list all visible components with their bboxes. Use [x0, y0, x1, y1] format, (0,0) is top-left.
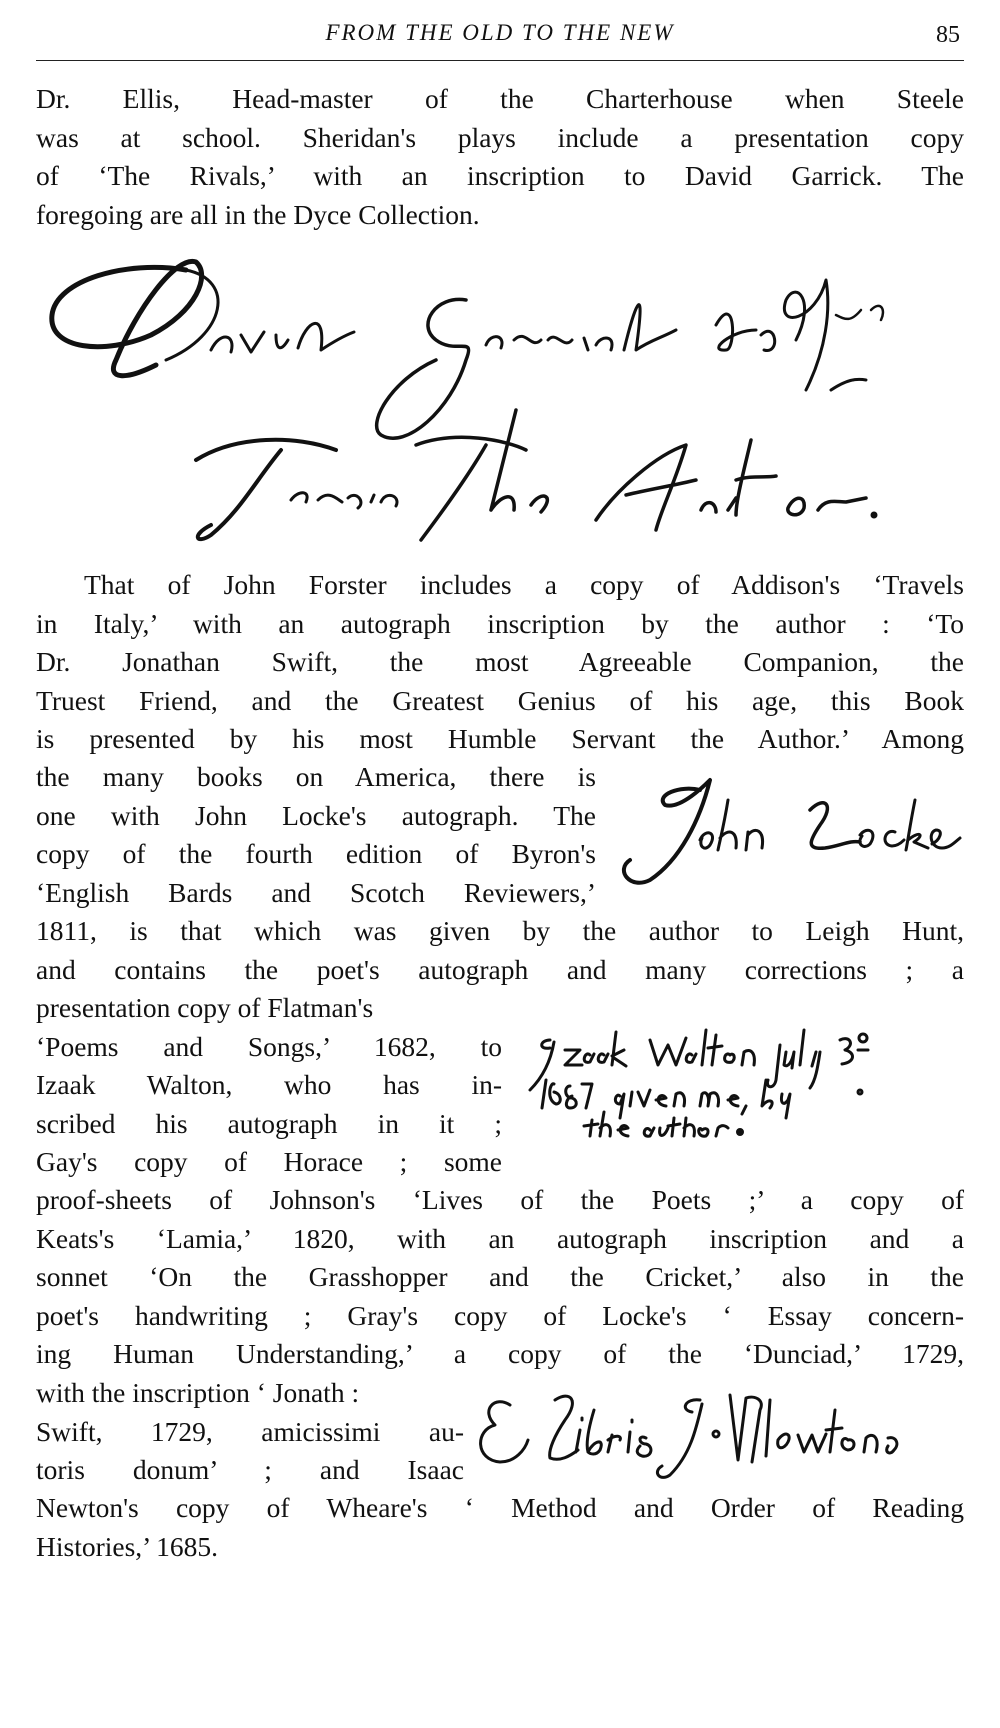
text-line: sonnet ‘On the Grasshopper and the Cricket,’ also in the — [36, 1261, 964, 1292]
paragraph-locke-column — [36, 758, 596, 912]
text-line: Izaak Walton, who has in- — [36, 1069, 502, 1100]
paragraph-forster — [36, 566, 964, 759]
text-line: proof-sheets of Johnson's ‘Lives of the Poets ;’ a copy of — [36, 1184, 964, 1215]
walton-signature-line-3 — [520, 1024, 524, 1025]
locke-signature — [610, 770, 970, 900]
walton-signature-line-2 — [520, 1022, 527, 1023]
text-line: poet's handwriting ; Gray's copy of Locke's ‘ Essay concern- — [36, 1299, 964, 1331]
garrick-signature-line-2 — [36, 242, 43, 243]
locke-signature-drawing — [610, 770, 970, 900]
newton-signature-text — [470, 1380, 478, 1381]
garrick-signature — [36, 240, 964, 560]
text-line: in Italy,’ with an autograph inscription by the author : ‘To — [36, 607, 964, 639]
text-line: the many books on America, there is — [36, 761, 596, 792]
newton-signature — [470, 1380, 950, 1490]
text-line: That of John Forster includes a copy of Addison's ‘Travels — [84, 569, 964, 600]
text-line: of ‘The Rivals,’ with an inscription to David Garrick. The — [36, 160, 964, 191]
paragraph-newton-end — [36, 1489, 964, 1566]
text-line: ing Human Understanding,’ a copy of the ‘Dunciad,’ 1729, — [36, 1338, 964, 1369]
page-header — [36, 14, 964, 54]
text-line: 1811, is that which was given by the author to Leigh Hunt, — [36, 915, 964, 946]
text-line: Keats's ‘Lamia,’ 1820, with an autograph inscription and a — [36, 1222, 964, 1254]
text-line: Dr. Ellis, Head-master of the Charterhouse when Steele — [36, 83, 964, 114]
newton-signature-drawing — [470, 1380, 950, 1490]
walton-signature-drawing — [520, 1020, 960, 1140]
walton-signature-line-1 — [520, 1020, 528, 1021]
text-line: scribed his autograph in it ; — [36, 1107, 502, 1139]
text-line: ‘Poems and Songs,’ 1682, to — [36, 1030, 502, 1062]
page-number: 85 — [936, 22, 960, 48]
paragraph-newton-column — [36, 1374, 464, 1490]
text-line: Dr. Jonathan Swift, the most Agreeable Companion, the — [36, 646, 964, 677]
header-rule — [36, 60, 964, 61]
text-line: with the inscription ‘ Jonath : — [36, 1377, 360, 1408]
text-line: is presented by his most Humble Servant the Author.’ Among — [36, 723, 964, 754]
paragraph-intro — [36, 80, 964, 234]
running-title: FROM THE OLD TO THE NEW — [325, 20, 675, 45]
text-line: toris donum’ ; and Isaac — [36, 1454, 464, 1485]
text-line: Swift, 1729, amicissimi au- — [36, 1415, 464, 1447]
text-line: one with John Locke's autograph. The — [36, 799, 596, 831]
paragraph-byron — [36, 912, 964, 989]
walton-signature — [520, 1020, 960, 1140]
text-line: and contains the poet's autograph and many corrections ; a — [36, 953, 964, 985]
text-line: copy of the fourth edition of Byron's — [36, 838, 596, 869]
text-line: foregoing are all in the Dyce Collection. — [36, 198, 480, 230]
locke-signature-text — [610, 770, 615, 771]
text-line: Gay's copy of Horace ; some — [36, 1146, 502, 1177]
text-line: Newton's copy of Wheare's ‘ Method and Order of Reading — [36, 1492, 964, 1523]
garrick-signature-line-1 — [36, 240, 44, 241]
text-line: was at school. Sheridan's plays include a presentation copy — [36, 121, 964, 153]
text-line: presentation copy of Flatman's — [36, 992, 374, 1023]
text-line: ‘English Bards and Scotch Reviewers,’ — [36, 876, 596, 908]
garrick-signature-drawing — [36, 240, 964, 560]
text-line: Histories,’ 1685. — [36, 1530, 219, 1562]
paragraph-johnson — [36, 1181, 964, 1374]
paragraph-walton-column — [36, 989, 502, 1182]
text-line: Truest Friend, and the Greatest Genius of his age, this Book — [36, 684, 964, 716]
